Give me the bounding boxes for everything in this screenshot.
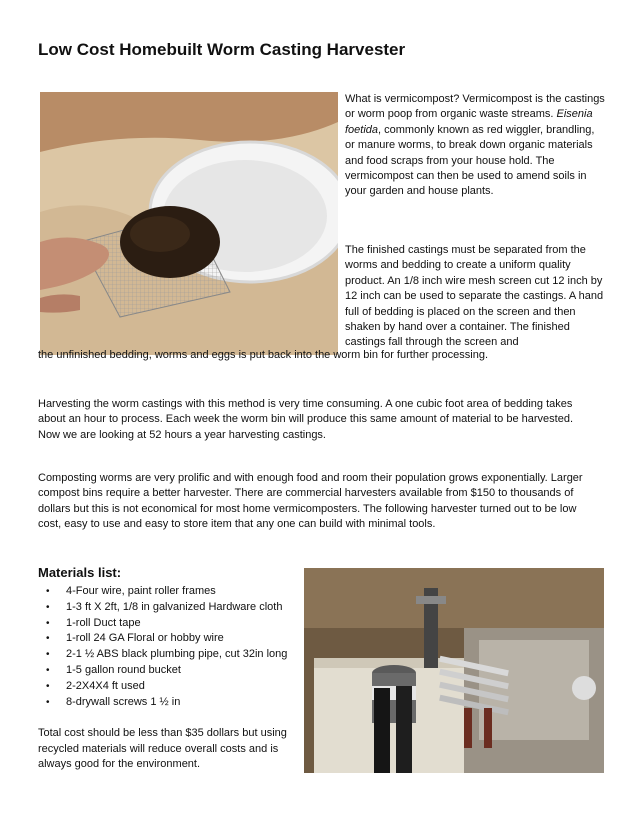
cost-note: Total cost should be less than $35 dollars but using recycled materials will reduce overall costs and is always good for the environment.: [38, 727, 287, 771]
paragraph-vermicompost: What is vermicompost? Vermicompost is the castings or worm poop from organic waste streams. Eisenia foetida, commonly known as red wiggler, brandling, or manure worms, to break down organic materials and food scraps from your house hold. The vermicompost can then be used to amend soils in your garden and house plants.: [345, 93, 605, 198]
list-item: • 4-Four wire, paint roller frames: [40, 584, 287, 600]
list-item: • 1-roll 24 GA Floral or hobby wire: [40, 631, 287, 647]
paragraph-harvesting-time: Harvesting the worm castings with this method is very time consuming. A one cubic foot area of bedding takes about an hour to process. Each week the worm bin will produce this same amount of material to be harvested. Now we are looking at 52 hours a year harvesting castings.: [38, 398, 574, 441]
document-title: Low Cost Homebuilt Worm Casting Harvester: [38, 40, 406, 59]
materials-photo: [304, 568, 604, 773]
bullet-icon: •: [46, 664, 50, 676]
list-item: • 8-drywall screws 1 ½ in: [40, 695, 287, 711]
paragraph-composting-worms: Composting worms are very prolific and with enough food and room their population grows exponentially. Larger compost bins require a better harvester. There are commercial harvesters available from $150 to thousands of dollars but this is not economical for most home vermicomposters. The following harvester turned out to be low cost, easy to use and easy to store item that any one can build with minimal tools.: [38, 472, 583, 531]
list-item: • 1-3 ft X 2ft, 1/8 in galvanized Hardware cloth: [40, 600, 287, 616]
bullet-icon: •: [46, 680, 50, 692]
list-item: • 1-roll Duct tape: [40, 616, 287, 632]
bullet-icon: •: [46, 617, 50, 629]
list-item: • 1-5 gallon round bucket: [40, 663, 287, 679]
materials-heading: Materials list:: [38, 565, 122, 580]
list-item: • 2-1 ½ ABS black plumbing pipe, cut 32in long: [40, 647, 287, 663]
paragraph-separating-castings-continued: the unfinished bedding, worms and eggs is put back into the worm bin for further processing.: [38, 349, 489, 361]
bullet-icon: •: [46, 649, 50, 661]
bullet-icon: •: [46, 633, 50, 645]
paragraph-separating-castings: The finished castings must be separated from the worms and bedding to create a uniform quality product. An 1/8 inch wire mesh screen cut 12 inch by 12 inch can be used to separate the castings. A hand full of bedding is placed on the screen and then shaken by hand over a container. The finished castings fall through the screen and: [345, 244, 604, 349]
list-item: • 2-2X4X4 ft used: [40, 679, 287, 695]
bullet-icon: •: [46, 601, 50, 613]
screen-sifting-photo: [40, 92, 338, 355]
bullet-icon: •: [46, 586, 50, 597]
materials-list: [40, 584, 287, 710]
bullet-icon: •: [46, 696, 50, 708]
